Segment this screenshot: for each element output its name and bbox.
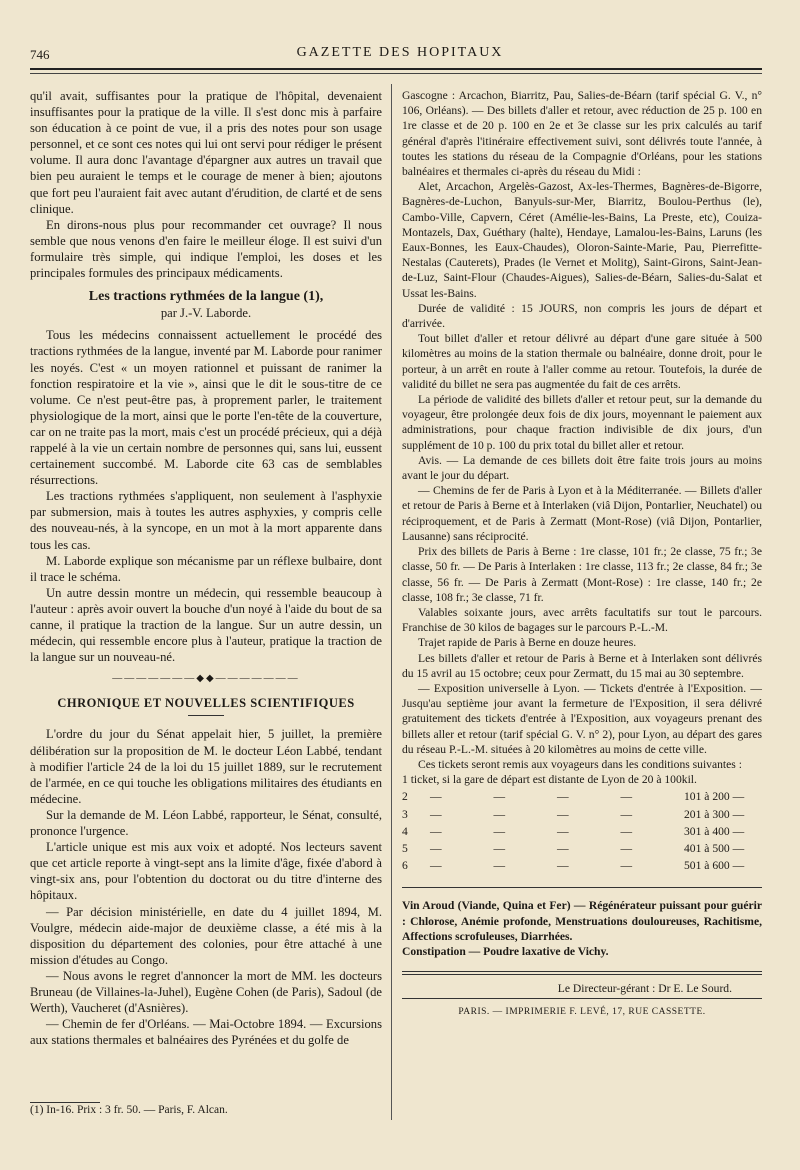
table-cell: 6 <box>402 859 408 873</box>
table-cell: — <box>557 859 569 873</box>
table-cell: — <box>430 790 442 804</box>
printer-imprint: PARIS. — IMPRIMERIE F. LEVÉ, 17, RUE CASSETTE. <box>458 1007 706 1018</box>
table-row <box>402 824 762 839</box>
table-cell: — <box>620 859 633 873</box>
table-cell: — <box>493 807 506 821</box>
paragraph: Durée de validité : 15 JOURS, non compris les jours de départ et d'arrivée. <box>402 301 762 331</box>
table-cell: — <box>557 807 569 821</box>
table-cell: — <box>620 824 633 838</box>
paragraph: Tout billet d'aller et retour délivré au départ d'une gare située à 500 kilomètres au moins de la station thermale ou balnéaire, donne droit, pour le porteur, à un arrêt en route à l'aller comme au retour. Toutefois, la durée de validité du billet ne sera pas augmentée du fait de ces arrêts. <box>402 332 762 391</box>
table-cell: — <box>620 807 633 821</box>
table-cell: 201 à 300 — <box>684 807 745 821</box>
table-cell: — <box>493 841 506 855</box>
column-divider <box>391 84 392 1120</box>
paragraph: L'article unique est mis aux voix et adopté. Nos lecteurs savent que cet article reporte à vingt-sept ans la limite d'âge, fixée d'abord à vingt-six ans, pour l'obtention du doctorat ou du titre d'interne des hôpitaux. <box>30 840 382 903</box>
right-column <box>402 88 762 1021</box>
paragraph: — Nous avons le regret d'annoncer la mort de MM. les docteurs Bruneau (de Villaines-la-Juhel), Eugène Cohen (de Paris), Sadoul (de Werth), Vaucheret (d'Asnières). <box>30 968 382 1016</box>
table-cell: 401 à 500 — <box>684 841 745 855</box>
section-heading: CHRONIQUE ET NOUVELLES SCIENTIFIQUES <box>57 696 355 711</box>
paragraph: M. Laborde explique son mécanisme par un réflexe bulbaire, dont il trace le schéma. <box>30 553 382 584</box>
table-row <box>402 841 762 856</box>
advertisement <box>402 898 762 959</box>
table-cell: 3 <box>402 807 408 821</box>
table-row <box>402 858 762 873</box>
section-ornament: ———————◆◆——————— <box>112 673 300 685</box>
managing-director: Le Directeur-gérant : Dr E. Le Sourd. <box>557 982 732 996</box>
article-byline: par J.-V. Laborde. <box>160 306 252 321</box>
footnote: (1) In-16. Prix : 3 fr. 50. — Paris, F. Alcan. <box>30 1104 228 1116</box>
running-head: GAZETTE DES HOPITAUX <box>296 45 504 60</box>
table-row <box>402 772 762 787</box>
table-cell: — <box>557 790 569 804</box>
left-column <box>30 88 382 1048</box>
paragraph: — Exposition universelle à Lyon. — Tickets d'entrée à l'Exposition. — Jusqu'au septième jour avant la fermeture de l'Exposition, il sera délivré gratuitement des tickets d'entrée à l'Exposition, aux voyageurs prenant des billets aller et retour (tarif spécial G. V. n° 2), pour Lyon, au départ des gares du réseau P.-L.-M. situées à 20 kilomètres au moins de cette ville. <box>402 681 762 756</box>
table-row <box>402 807 762 822</box>
paragraph: — Par décision ministérielle, en date du 4 juillet 1894, M. Voulgre, médecin aide-major de deuxième classe, a été mis à la disposition du département des colonies, pour être attaché à une mission d'études au Congo. <box>30 904 382 967</box>
table-cell: — <box>557 841 569 855</box>
table-cell: — <box>620 841 633 855</box>
header-rule-thin <box>30 73 762 74</box>
table-cell: 4 <box>402 824 408 838</box>
table-cell: — <box>493 790 506 804</box>
table-cell: — <box>493 824 506 838</box>
paragraph: Prix des billets de Paris à Berne : 1re classe, 101 fr.; 2e classe, 75 fr.; 3e classe, 50 fr. — De Paris à Interlaken : 1re classe, 113 fr.; 2e classe, 84 fr.; 3e classe, 56 fr. — De Paris à Zermatt (Mont-Rose) : 1re classe, 140 fr.; 2e classe, 108 fr.; 3e classe, 71 fr. <box>402 545 762 604</box>
header-rule <box>30 68 762 70</box>
table-cell: ticket, si la gare de départ est distante de Lyon de 20 à 100kil. <box>410 773 697 787</box>
paragraph: Tous les médecins connaissent actuellement le procédé des tractions rythmées de la langue, inventé par M. Laborde pour ranimer les noyés. C'est « un moyen rationnel et puissant de ranimer la fonction respiratoire et la vie », ainsi que le dit le sous-titre de ce volume. Ce n'est peut-être pas, à proprement parler, le traitement physiologique de la mort, ainsi que le porte l'en-tête de la couverture, car on ne traite pas la mort, mais c'est un procédé précieux, qui a déjà rappelé à la vie un certain nombre de personnes qui, sans lui, eussent certainement succombé. M. Laborde cite 63 cas de semblables résurrections. <box>30 328 382 488</box>
table-cell: 2 <box>402 790 408 804</box>
table-cell: 1 <box>402 773 408 787</box>
paragraph: Valables soixante jours, avec arrêts facultatifs sur tout le parcours. Franchise de 30 kilos de bagages sur le parcours P.-L.-M. <box>402 605 762 635</box>
ad-text: Constipation — Poudre laxative de Vichy. <box>402 944 609 958</box>
paragraph: Un autre dessin montre un médecin, qui ressemble beaucoup à l'auteur : après avoir ouvert la bouche d'un noyé à l'aide du bout de sa canne, il pratique la traction de la langue. Sur un autre dessin, un médecin, qui ressemble encore plus à l'auteur, pratique la traction de la langue sur un nouveau-né. <box>30 585 382 665</box>
ticket-table <box>402 772 762 873</box>
page-number: 746 <box>30 47 50 62</box>
table-cell: — <box>620 790 633 804</box>
table-cell: — <box>430 859 442 873</box>
paragraph: Alet, Arcachon, Argelès-Gazost, Ax-les-Thermes, Bagnères-de-Bigorre, Bagnères-de-Luchon, Banyuls-sur-Mer, Biarritz, Boulou-Perthus (le), Cambo-Ville, Capvern, Céret (Amélie-les-Bains, La Preste, etc), Couiza-Montazels, Dax, Guéthary (halte), Hendaye, Lamalou-les-Bains, Laruns (les Eaux-Bonnes, les Eaux-Chaudes), Oloron-Sainte-Marie, Pau, Pierrefitte-Nestalas (Cauterets), Prades (le Vernet et Molitg), Saint-Girons, Saint-Jean-de-Luz, Saint-Flour (Chaudes-Aigues), Salies-de-Béarn, Salies-du-Salat et Ussat les-Bains. <box>402 180 762 300</box>
table-cell: — <box>557 824 569 838</box>
paragraph: Les tractions rythmées s'appliquent, non seulement à l'asphyxie par submersion, mais à toutes les autres asphyxies, y compris celle des nouveau-nés, à la syncope, en un mot à la mort apparente dans tous les cas. <box>30 489 382 552</box>
paragraph: qu'il avait, suffisantes pour la pratique de l'hôpital, devenaient insuffisantes pour la pratique de la ville. Il s'est donc mis à parfaire son éducation à ce point de vue, il a pris des notes pour son usage personnel, et ce sont ces notes qui lui ont servi pour rédiger le présent volume. Il aura donc l'avantage d'épargner aux autres un travail que bien peu auraient le temps et le courage de mener à bien; ajoutons que fort peu l'auraient fait avec autant d'érudition, de clarté et de sens clinique. <box>30 89 382 216</box>
section-rule-thin <box>402 974 762 975</box>
paragraph: Avis. — La demande de ces billets doit être faite trois jours au moins avant le jour du départ. <box>402 453 762 483</box>
table-row <box>402 789 762 804</box>
table-cell: — <box>430 841 442 855</box>
table-cell: 301 à 400 — <box>684 824 745 838</box>
paragraph: Les billets d'aller et retour de Paris à Berne et à Interlaken sont délivrés du 15 avril au 15 octobre; ceux pour Zermatt, du 15 mai au 30 septembre. <box>402 651 762 680</box>
section-rule <box>402 971 762 972</box>
paragraph: Sur la demande de M. Léon Labbé, rapporteur, le Sénat, consulté, prononce l'urgence. <box>30 807 382 839</box>
heading-rule <box>188 715 224 716</box>
table-cell: 501 à 600 — <box>684 859 745 873</box>
paragraph: La période de validité des billets d'aller et retour peut, sur la demande du voyageur, être prolongée deux fois de dix jours, moyennant le paiement aux administrations, pour chaque fraction indivisible de dix jours, d'un supplément de 10 p. 100 du prix total du billet aller et retour. <box>402 393 762 452</box>
paragraph: — Chemins de fer de Paris à Lyon et à la Méditerranée. — Billets d'aller et retour de Paris à Berne et à Interlaken (viâ Dijon, Pontarlier, Neuchatel) ou réciproquement, et de Paris à Zermatt (Mont-Rose) (viâ Dijon, Pontarlier, Lausanne) sans réciprocité. <box>402 484 762 543</box>
article-title: Les tractions rythmées de la langue (1), <box>88 289 324 305</box>
paragraph: En dirons-nous plus pour recommander cet ouvrage? Il nous semble que nous venons d'en faire le meilleur éloge. Il est suivi d'un formulaire très simple, qui indique l'emploi, les doses et les principales formules des principaux médicaments. <box>30 217 382 281</box>
ad-text: Vin Aroud (Viande, Quina et Fer) — Régénérateur puissant pour guérir : Chlorose, Anémie profonde, Menstruations douloureuses, Rachitisme, Affections scrofuleuses, Diarrhées. <box>402 899 762 943</box>
table-cell: — <box>493 859 506 873</box>
section-rule-thin <box>402 998 762 999</box>
footnote-rule <box>30 1102 100 1103</box>
paragraph: Ces tickets seront remis aux voyageurs dans les conditions suivantes : <box>418 757 742 771</box>
paragraph: Trajet rapide de Paris à Berne en douze heures. <box>418 636 637 650</box>
paragraph: — Chemin de fer d'Orléans. — Mai-Octobre 1894. — Excursions aux stations thermales et balnéaires des Pyrénées et du golfe de <box>30 1017 382 1048</box>
section-rule <box>402 887 762 888</box>
paragraph: Gascogne : Arcachon, Biarritz, Pau, Salies-de-Béarn (tarif spécial G. V., n° 106, Orléans). — Des billets d'aller et retour, avec réduction de 25 p. 100 en 1re classe et de 20 p. 100 en 2e et 3e classe sur les prix calculés au tarif général d'après l'itinéraire effectivement suivi, sont délivrés toute l'année, à toutes les stations du réseau de la Compagnie d'Orléans, pour les stations balnéaires et thermales ci-après du réseau du Midi : <box>402 89 762 179</box>
table-cell: 101 à 200 — <box>684 790 745 804</box>
table-cell: — <box>430 807 442 821</box>
table-cell: 5 <box>402 841 408 855</box>
paragraph: L'ordre du jour du Sénat appelait hier, 5 juillet, la première délibération sur la proposition de M. le docteur Léon Labbé, tendant à modifier l'article 24 de la loi du 15 juillet 1889, sur le recrutement de l'armée, en ce qui touche les obligations militaires des étudiants en médecine. <box>30 727 382 806</box>
table-cell: — <box>430 824 442 838</box>
